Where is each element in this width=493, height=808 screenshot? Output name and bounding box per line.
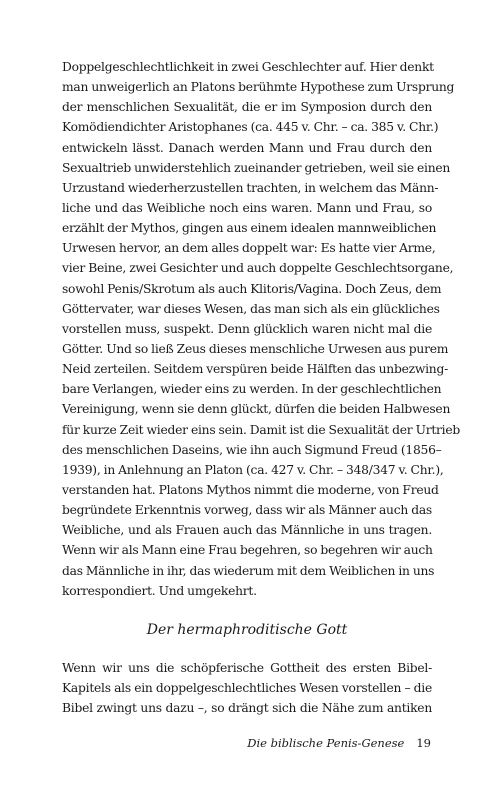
text-line: Neid zerteilen. Seitdem verspüren beide Hälften das unbezwing- [62,362,448,377]
text-line: Weibliche, und als Frauen auch das Männliche in uns tragen. [62,523,432,538]
text-line: der menschlichen Sexualität, die er im Symposion durch den [62,100,432,115]
text-line: Bibel zwingt uns dazu –, so drängt sich die Nähe zum antiken [62,701,432,716]
text-line: bare Verlangen, wieder eins zu werden. In der geschlechtlichen [62,382,442,397]
text-line: Wenn wir uns die schöpferische Gottheit des ersten Bibel- [62,661,432,675]
text-line: Urwesen hervor, an dem alles doppelt war: Es hatte vier Arme, [62,241,436,256]
text-line: vorstellen muss, suspekt. Denn glücklich waren nicht mal die [62,321,432,336]
text-line: Doppelgeschlechtlichkeit in zwei Geschlechter auf. Hier denkt [62,60,434,74]
text-line: Wenn wir als Mann eine Frau begehren, so begehren wir auch [62,543,433,558]
text-line: entwickeln lässt. Danach werden Mann und Frau durch den [62,140,432,155]
text-line: liche und das Weibliche noch eins waren. Mann und Frau, so [62,200,432,215]
text-line: vier Beine, zwei Gesichter und auch doppelte Geschlechtsorgane, [62,261,454,276]
text-line: für kurze Zeit wieder eins sein. Damit ist die Sexualität der Urtrieb [62,422,460,437]
text-line: verstanden hat. Platons Mythos nimmt die moderne, von Freud [62,482,439,497]
section-heading: Der hermaphroditische Gott [146,622,348,638]
text-line: sowohl Penis/Skrotum als auch Klitoris/Vagina. Doch Zeus, dem [62,281,442,296]
running-title: Die biblische Penis-Genese [247,736,405,750]
text-line: Komödiendichter Aristophanes (ca. 445 v. Chr. – ca. 385 v. Chr.) [62,120,439,135]
text-line: 1939), in Anlehnung an Platon (ca. 427 v. Chr. – 348/347 v. Chr.), [62,462,444,477]
text-line: das Männliche in ihr, das wiederum mit dem Weiblichen in uns [62,563,435,578]
text-line: Sexualtrieb unwiderstehlich zueinander getrieben, weil sie einen [62,160,451,175]
text-line: Urzustand wiederherzustellen trachten, in welchem das Männ- [62,180,439,195]
text-line: Göttervater, war dieses Wesen, das man sich als ein glückliches [62,301,440,316]
body-paragraph-2 [62,658,432,718]
page-footer [247,736,431,750]
text-line: des menschlichen Daseins, wie ihn auch Sigmund Freud (1856– [62,442,442,457]
text-line: begründete Erkenntnis vorweg, dass wir als Männer auch das [62,503,432,518]
text-line: man unweigerlich an Platons berühmte Hypothese zum Ursprung [62,80,455,95]
text-line: Kapitels als ein doppelgeschlechtliches Wesen vorstellen – die [62,681,432,696]
text-line: Vereinigung, wenn sie denn glückt, dürfen die beiden Halbwesen [62,402,451,417]
text-line: erzählt der Mythos, gingen aus einem idealen mannweiblichen [62,221,437,236]
page-number: 19 [416,736,431,750]
body-paragraph-1 [62,57,460,601]
text-line: Götter. Und so ließ Zeus dieses menschliche Urwesen aus purem [62,341,449,356]
text-line: korrespondiert. Und umgekehrt. [62,583,257,598]
